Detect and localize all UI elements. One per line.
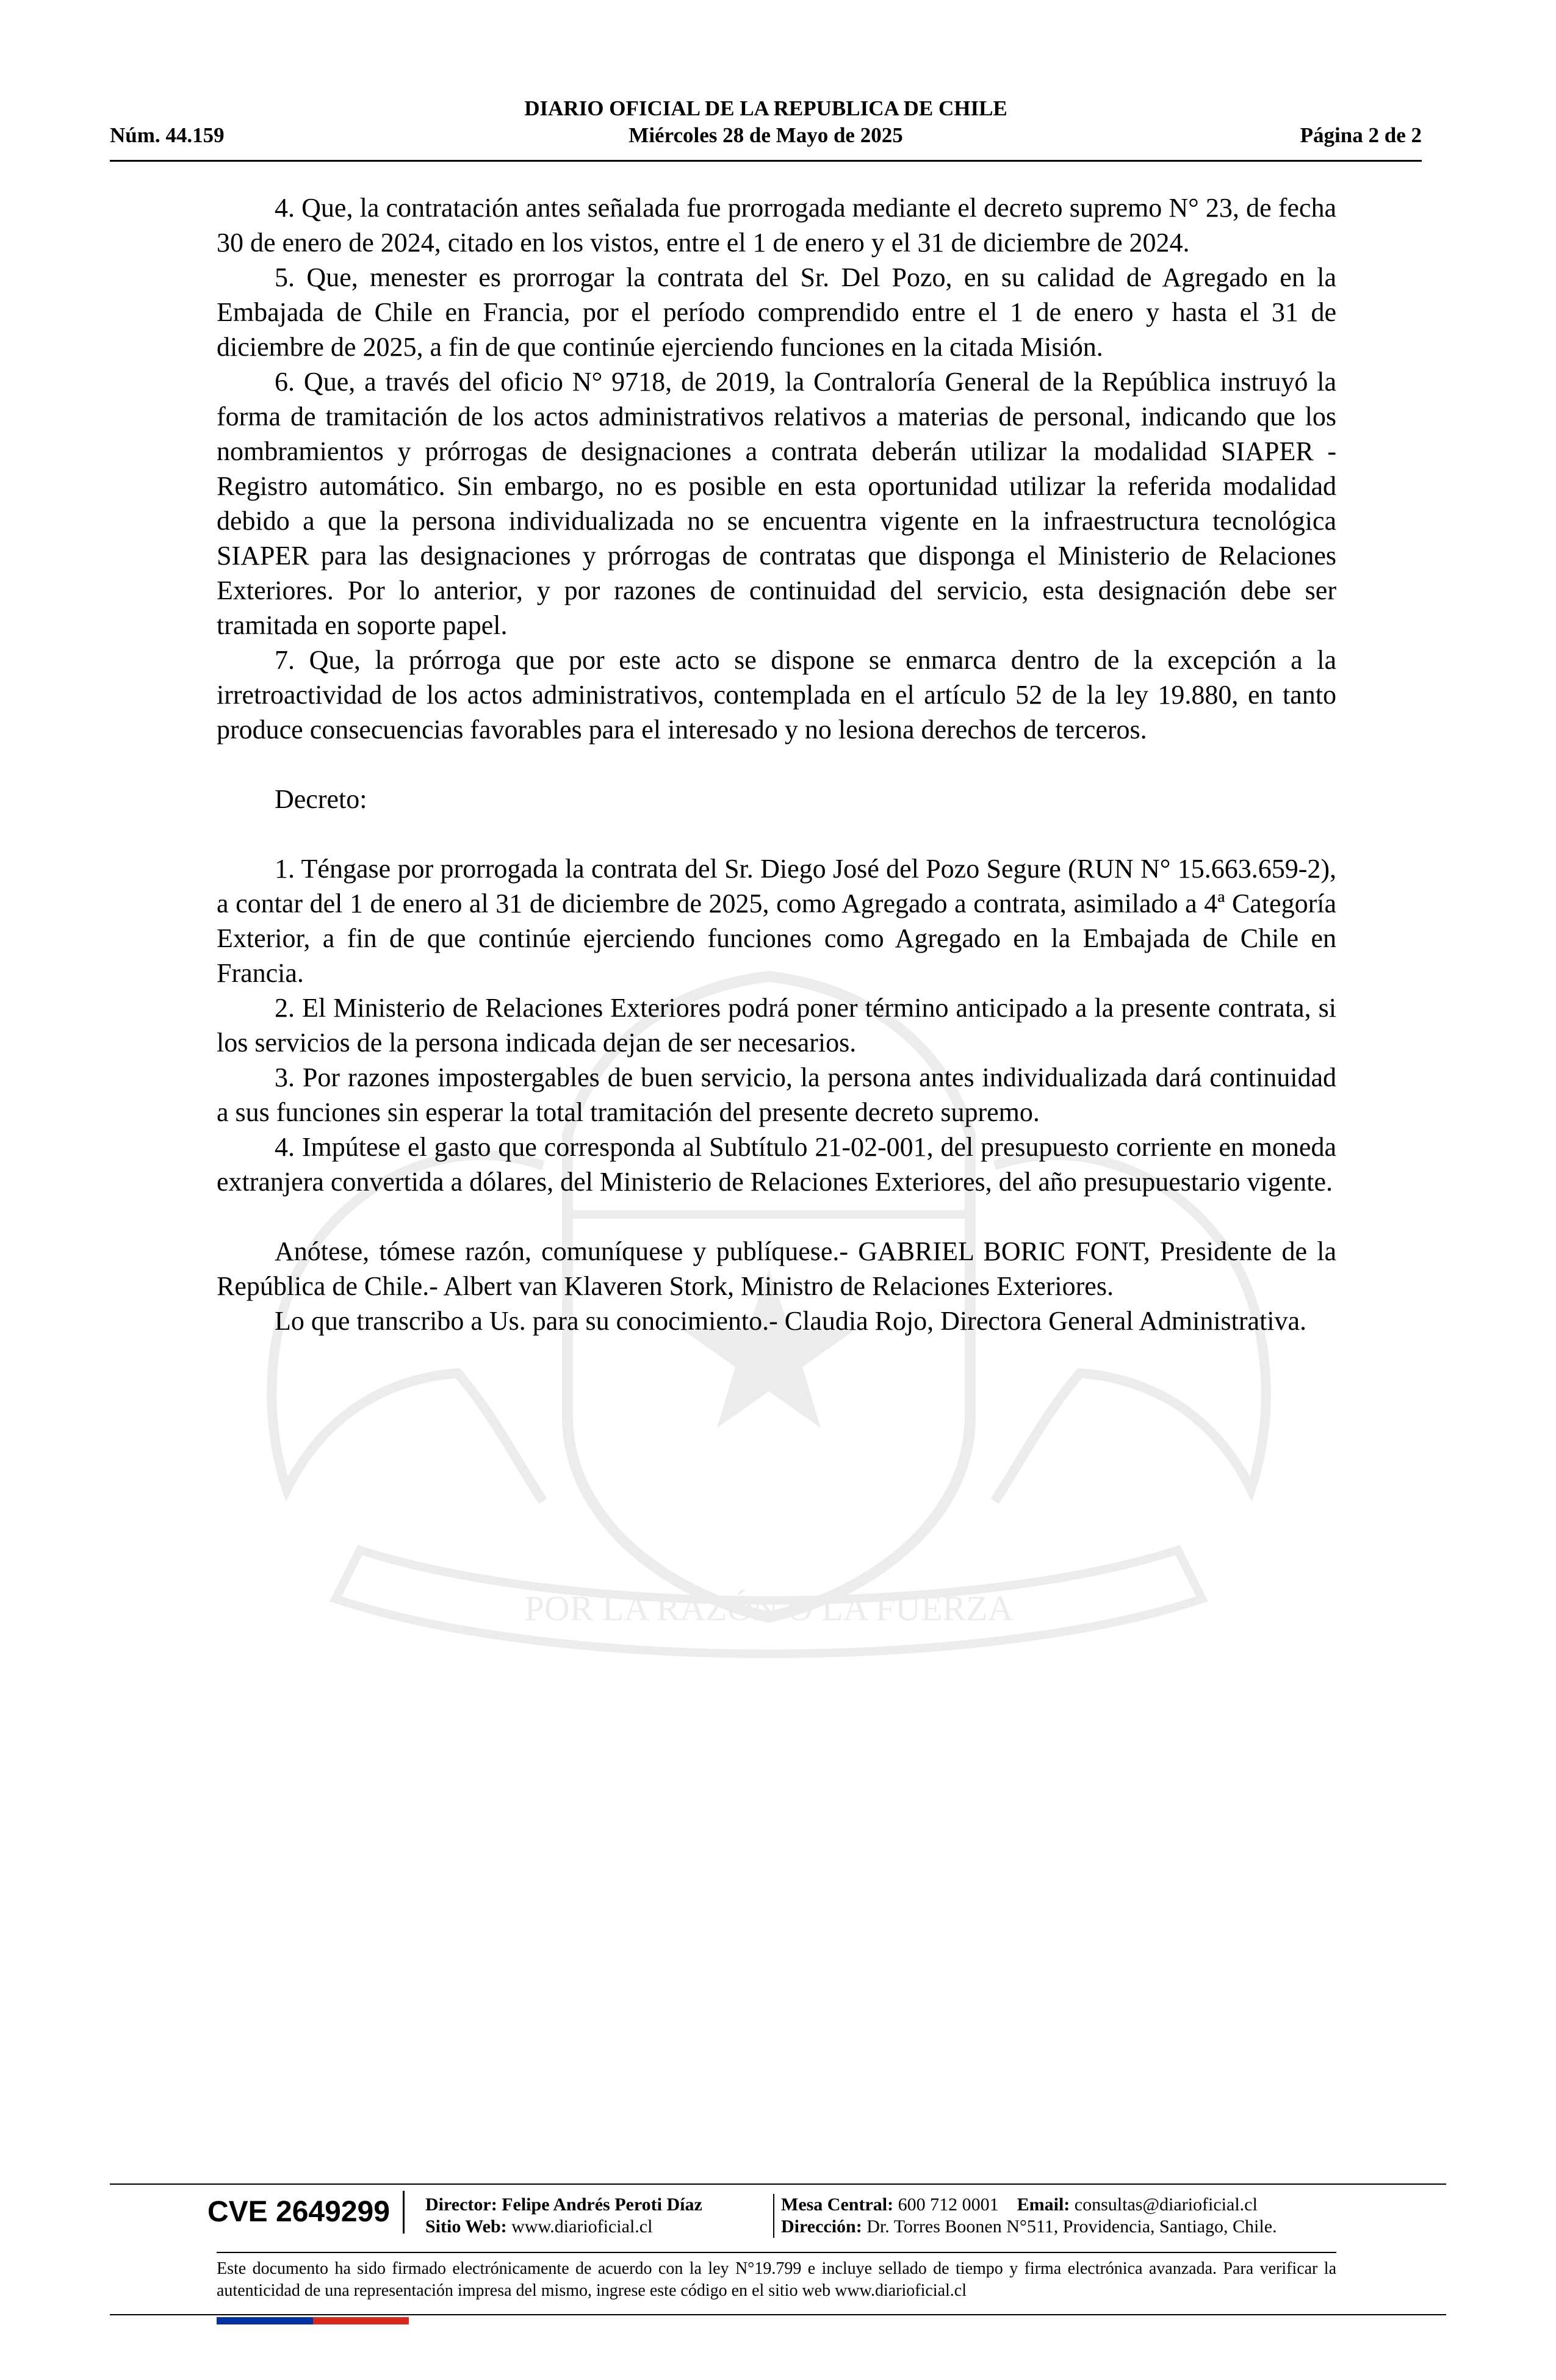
gazette-title: DIARIO OFICIAL DE LA REPUBLICA DE CHILE — [524, 96, 1007, 120]
director-name: Felipe Andrés Peroti Díaz — [502, 2194, 702, 2215]
decreto-heading: Decreto: — [275, 784, 367, 814]
closing-transcription: Lo que transcribo a Us. para su conocimiento.- Claudia Rojo, Directora General Administrativa. — [275, 1306, 1307, 1336]
email-link[interactable]: consultas@diarioficial.cl — [1074, 2194, 1258, 2215]
document-body — [217, 190, 1336, 1338]
cve-code: CVE 2649299 — [207, 2191, 405, 2234]
flag-segment — [217, 2317, 265, 2324]
page-indicator: Página 2 de 2 — [1300, 123, 1422, 147]
spacer — [217, 817, 1336, 851]
footer-director-block — [425, 2194, 774, 2238]
articulo-4: 4. Impútese el gasto que corresponda al Subtítulo 21-02-001, del presupuesto corriente en moneda extranjera convertida a dólares, del Ministerio de Relaciones Exteriores, del año presupuestario vigente. — [217, 1132, 1336, 1197]
spacer — [217, 1199, 1336, 1234]
footer-divider — [217, 2252, 1336, 2253]
phone-label: Mesa Central: — [781, 2194, 894, 2215]
articulo-1: 1. Téngase por prorrogada la contrata del Sr. Diego José del Pozo Segure (RUN N° 15.663.659-2), a contar del 1 de enero al 31 de diciembre de 2025, como Agregado a contrata, asimilado a 4ª Categoría Exterior, a fin de que continúe ejerciendo funciones como Agregado en la Embajada de Chile en Francia. — [217, 854, 1336, 988]
flag-segment — [361, 2317, 409, 2324]
flag-segment — [265, 2317, 313, 2324]
articulo-3: 3. Por razones impostergables de buen servicio, la persona antes individualizada dará continuidad a sus funciones sin esperar la total tramitación del presente decreto supremo. — [217, 1062, 1336, 1127]
phone-number: 600 712 0001 — [898, 2194, 999, 2215]
flag-segment — [313, 2317, 361, 2324]
considerando-5: 5. Que, menester es prorrogar la contrata del Sr. Del Pozo, en su calidad de Agregado en la Embajada de Chile en Francia, por el período comprendido entre el 1 de enero y hasta el 31 de diciembre de 2025, a fin de que continúe ejerciendo funciones en la citada Misión. — [217, 262, 1336, 362]
watermark-motto: POR LA RAZÓN O LA FUERZA — [524, 1588, 1014, 1628]
footer-divider — [110, 2314, 1446, 2315]
considerando-7: 7. Que, la prórroga que por este acto se dispone se enmarca dentro de la excepción a la irretroactividad de los actos administrativos, contemplada en el artículo 52 de la ley 19.880, en tanto produce consecuencias favorables para el interesado y no lesiona derechos de terceros. — [217, 645, 1336, 745]
address-label: Dirección: — [781, 2216, 862, 2237]
website-label: Sitio Web: — [425, 2216, 507, 2237]
website-link[interactable]: www.diarioficial.cl — [511, 2216, 653, 2237]
page-header — [110, 93, 1422, 162]
footer-contact-block — [781, 2194, 1342, 2238]
issue-number: Núm. 44.159 — [110, 123, 225, 147]
footer-divider — [110, 2183, 1446, 2185]
spacer — [217, 747, 1336, 782]
legal-notice: Este documento ha sido firmado electrónicamente de acuerdo con la ley N°19.799 e incluye sellado de tiempo y firma electrónica avanzada. Para verificar la autenticidad de una representación impresa del mismo, ingrese este código en el sitio web www.diarioficial.cl — [217, 2259, 1336, 2300]
considerando-4: 4. Que, la contratación antes señalada fue prorrogada mediante el decreto supremo N° 23, de fecha 30 de enero de 2024, citado en los vistos, entre el 1 de enero y el 31 de diciembre de 2024. — [217, 193, 1336, 258]
articulo-2: 2. El Ministerio de Relaciones Exteriores podrá poner término anticipado a la presente contrata, si los servicios de la persona indicada dejan de ser necesarios. — [217, 993, 1336, 1058]
email-label: Email: — [1017, 2194, 1070, 2215]
flag-stripe — [217, 2317, 409, 2324]
considerando-6: 6. Que, a través del oficio N° 9718, de 2019, la Contraloría General de la República instruyó la forma de tramitación de los actos administrativos relativos a materias de personal, indicando que los nombramientos y prórrogas de designaciones a contrata deberán utilizar la modalidad SIAPER - Registro automático. Sin embargo, no es posible en esta oportunidad utilizar la referida modalidad debido a que la persona individualizada no se encuentra vigente en la infraestructura tecnológica SIAPER para las designaciones y prórrogas de contratas que disponga el Ministerio de Relaciones Exteriores. Por lo anterior, y por razones de continuidad del servicio, esta designación debe ser tramitada en soporte papel. — [217, 367, 1336, 640]
closing-signatures: Anótese, tómese razón, comuníquese y publíquese.- GABRIEL BORIC FONT, Presidente de la República de Chile.- Albert van Klaveren Stork, Ministro de Relaciones Exteriores. — [217, 1236, 1336, 1301]
address-text: Dr. Torres Boonen N°511, Providencia, Santiago, Chile. — [866, 2216, 1277, 2237]
issue-date: Miércoles 28 de Mayo de 2025 — [629, 123, 903, 147]
director-label: Director: — [425, 2194, 497, 2215]
